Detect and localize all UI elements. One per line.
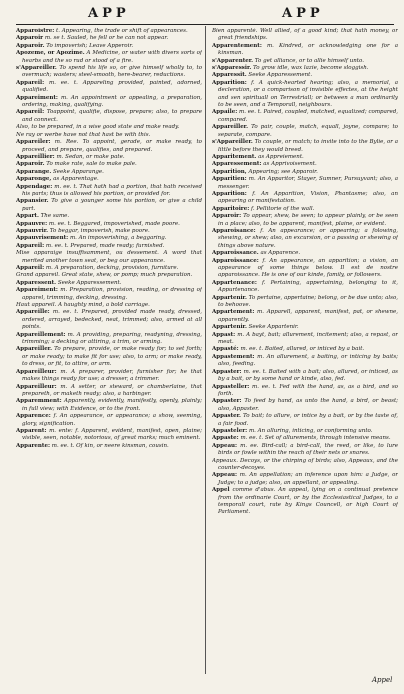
entry-headword: s'Appareiller. xyxy=(16,65,57,72)
dictionary-entry xyxy=(16,35,202,42)
dictionary-entry xyxy=(212,369,398,384)
header-rule xyxy=(16,24,394,25)
entry-definition: m. Apparell, apparent, manifest, pat, or shewne, apparently. xyxy=(218,309,398,323)
dictionary-entry xyxy=(16,265,202,272)
entry-headword: Appareiller. xyxy=(212,124,248,131)
entry-headword: Appauvrir. xyxy=(16,227,49,234)
entry-headword: Appart. xyxy=(16,213,39,220)
entry-definition: Ne ray or werbe have not that hast be with this. xyxy=(16,131,151,138)
entry-headword: Apparente: xyxy=(16,442,50,449)
dictionary-entry xyxy=(212,309,398,324)
entry-headword: Apparent: xyxy=(16,427,47,434)
dictionary-entry xyxy=(212,43,398,58)
dictionary-entry xyxy=(212,258,398,280)
entry-definition: m. A preparation, decking, provision, furniture. xyxy=(45,265,179,271)
entry-headword: Appasteler: xyxy=(212,427,248,434)
entry-headword: Appaste: xyxy=(212,435,239,442)
entry-definition: m. A providing, preparing, readyning, dressing, trimming; a decking or attiring, a trim, or arming. xyxy=(22,331,202,346)
dictionary-entry xyxy=(212,384,398,399)
dictionary-entry xyxy=(212,354,398,369)
entry-definition: To pair, couple, match, equall, joyne, compare; to separate, compare. xyxy=(218,124,398,138)
entry-headword: Apparoir xyxy=(16,35,44,42)
entry-headword: Appareiler: xyxy=(16,139,51,146)
dictionary-entry xyxy=(212,176,398,191)
entry-headword: Appareil: xyxy=(16,265,45,271)
entry-headword: Appareille: xyxy=(16,309,50,316)
entry-headword: Apparoissance. xyxy=(212,250,259,257)
entry-definition: m. ee. t. Paired, coupled, matched, equalized; compared, compared. xyxy=(218,109,398,123)
entry-definition: Toappoint, qualifie, dispose, prepare; also, to prepare and connect. xyxy=(22,109,202,123)
entry-definition: m. Preparation, provision, reading, or dressing of apparel, trimming, decking, dressing. xyxy=(22,287,202,301)
dictionary-entry xyxy=(16,184,202,199)
entry-definition: m. An allurement, a baiting, or inticing by baits; also, feeding. xyxy=(218,353,398,368)
entry-headword: Appendage: xyxy=(16,183,53,190)
entry-definition: m. se t. Sauled, he fell or he can not appear. xyxy=(44,35,169,42)
dictionary-entry xyxy=(16,250,202,265)
entry-headword: Appareil: xyxy=(16,109,45,116)
entry-headword: Appareiment: xyxy=(16,94,58,101)
entry-definition: Bien apparenté. Well allied, of a good kind; that hath money, or great friendships. xyxy=(212,28,398,42)
entry-headword: Appeau: xyxy=(212,472,238,479)
entry-headword: Appaile: xyxy=(212,109,238,116)
entry-headword: Appareil: xyxy=(16,79,45,86)
left-column xyxy=(16,28,202,670)
entry-definition: The same. xyxy=(40,213,70,220)
dictionary-entry xyxy=(212,124,398,139)
catchword: Appel xyxy=(372,676,393,684)
entry-definition: as Apparentage. xyxy=(53,176,99,183)
entry-definition: as Apprivoisement. xyxy=(263,161,317,168)
entry-definition: m. ente: f. Apparent, evident, manifest, open, plaine; visible, seen, notable, notorious, of great marks; much eminent. xyxy=(22,427,202,442)
dictionary-entry xyxy=(16,398,202,413)
dictionary-entry xyxy=(212,206,398,213)
entry-definition: m. An alluring, inticing, or conforming unto. xyxy=(248,427,373,434)
entry-headword: s'Apparessir. xyxy=(212,65,252,72)
entry-definition: as Apparence. xyxy=(260,250,301,257)
entry-definition: m. ee. t. Appareling provided, painted, adorned, qualified. xyxy=(22,79,202,94)
dictionary-entry xyxy=(212,428,398,435)
entry-headword: Apparitement. xyxy=(212,153,257,160)
dictionary-entry xyxy=(16,309,202,331)
entry-headword: Apparange. xyxy=(16,168,52,175)
dictionary-entry xyxy=(16,124,202,131)
dictionary-entry xyxy=(16,198,202,213)
entry-definition: m. A bayt, bait; allurement, incitement; also, a repast, or meat. xyxy=(218,331,398,346)
entry-definition: f. Pertaining, appertaining, belonging to it, Appurtenance. xyxy=(218,279,398,294)
dictionary-entry xyxy=(212,161,398,168)
entry-definition: Appeaux. Decoys, or the chirping of birds; also, Appeaux, and the counter-decoyes. xyxy=(212,457,398,471)
entry-definition: m. ee. t. That hath had a portion, that hath received his parts; thus is allowed his portion, or provided for. xyxy=(22,183,202,197)
dictionary-entry xyxy=(212,154,398,161)
dictionary-entry xyxy=(16,221,202,228)
dictionary-entry xyxy=(212,228,398,250)
entry-definition: f. A quick-hearted hearing; also, a memorial, a decleration, or a comparison of invisible effectes, at the height and sen spirituall on Terrestriall; or between a man ordinarily to be seen, and a Temporall, neighbours. xyxy=(218,79,398,109)
entry-headword: Appel xyxy=(212,487,230,494)
dictionary-entry xyxy=(16,243,202,250)
dictionary-entry xyxy=(212,169,398,176)
dictionary-entry xyxy=(16,369,202,384)
entry-headword: Appast: xyxy=(212,331,236,338)
entry-definition: Seeke Apparange. xyxy=(53,168,104,175)
dictionary-entry xyxy=(16,80,202,95)
entry-definition: To couple, or match; to invite into to the Bylie, or a little before they would breed. xyxy=(218,139,398,153)
entry-headword: Apparentement: xyxy=(212,42,262,49)
entry-headword: Appareilleur: xyxy=(16,368,57,375)
dictionary-entry xyxy=(16,384,202,399)
dictionary-entry xyxy=(16,43,202,50)
dictionary-entry xyxy=(212,398,398,413)
dictionary-entry xyxy=(16,280,202,287)
running-head-right: APP xyxy=(282,6,324,21)
page-header xyxy=(0,6,404,24)
entry-definition: m. ee. t. Baited with a bait; also, allured, or inticed, as by a bait, or by some hand or kinde, also, fed. xyxy=(218,368,398,383)
dictionary-entry xyxy=(16,154,202,161)
dictionary-entry xyxy=(212,346,398,353)
dictionary-entry xyxy=(16,50,202,65)
entry-headword: Apparoisance: xyxy=(212,227,256,234)
dictionary-entry xyxy=(212,109,398,124)
dictionary-entry xyxy=(212,65,398,72)
entry-definition: m. ee. Bird-call; a bird-call, the reed, or like, to lure birds or fowle within the reach of their nets or snares. xyxy=(218,442,398,457)
entry-headword: Appasté: xyxy=(212,346,239,353)
entry-definition: m. A preparer, provider, furnisher for; he that makes things ready for use; a dresser, a trimmer. xyxy=(22,368,202,383)
entry-headword: Appartenance: xyxy=(212,279,257,286)
dictionary-entry xyxy=(16,65,202,80)
entry-definition: m. ee. t. Prepared, made ready; furnished. xyxy=(45,242,165,249)
dictionary-entry xyxy=(16,228,202,235)
entry-definition: m. A setter, or steward, or chamberlaine, that prepareth, or maketh ready; also, a harbinger. xyxy=(22,383,202,397)
entry-headword: Appartenir. xyxy=(212,324,247,331)
entry-headword: Appaster. xyxy=(212,413,241,420)
entry-definition: m. ee. t. Baited, allured, or inticed by a bait. xyxy=(240,346,365,353)
entry-definition: Also, to be prepared, in a wise good state and make ready. xyxy=(16,124,180,131)
entry-definition: m. Ree. To appoint, gerade, or make ready, to proceed, and prepare, qualifies, and prepared. xyxy=(22,139,202,153)
dictionary-entry xyxy=(16,176,202,183)
entry-headword: Appartenir. xyxy=(212,294,247,301)
entry-definition: Seeke Apparessement. xyxy=(248,72,313,79)
entry-definition: f. An appearance; or appearing; a folowing, shewing, or shew; also, an excursion, or a passing or shewing of things above nature. xyxy=(218,227,398,249)
entry-definition: f. An Apparition, Vision, Phantasme; also, an appearing or manifestation. xyxy=(218,190,398,205)
entry-definition: Seeke Apparessement. xyxy=(57,279,122,286)
entry-definition: Haut appareil. A haughty mind, a bold carriage. xyxy=(16,302,150,309)
dictionary-entry xyxy=(16,428,202,443)
entry-headword: Appasteller: xyxy=(212,383,250,390)
entry-definition: To grow idle, wax lazie, become sloggish. xyxy=(253,65,369,72)
entry-headword: Appeau: xyxy=(212,442,238,449)
entry-definition: To spend his life so, or give himself wholly to, to overmuch; wasters; steel-smooth, here-bearer, reductions. xyxy=(22,65,202,79)
entry-definition: To give a younger some his portion, or give a child part. xyxy=(22,198,202,212)
dictionary-entry xyxy=(212,435,398,442)
entry-definition: m. ee. t. Fed with the hand, as, as a bird, and so forth. xyxy=(218,383,398,397)
entry-headword: Appaster: xyxy=(212,368,242,375)
entry-definition: m. ee. t. Of kin, or neere kinsman, cousin. xyxy=(51,442,169,449)
running-head-left: APP xyxy=(88,6,130,21)
dictionary-entry xyxy=(16,169,202,176)
dictionary-entry xyxy=(16,235,202,242)
entry-definition: m. ee. t. Beggared, impoverished, made poore. xyxy=(48,220,180,227)
dictionary-entry xyxy=(16,272,202,279)
entry-definition: Apparently, evidently, manifestly, openly, plainly; in full view; with Evidence, or to the front. xyxy=(22,398,202,412)
dictionary-entry xyxy=(16,161,202,168)
dictionary-entry xyxy=(212,72,398,79)
entry-headword: Appaster: xyxy=(212,398,242,405)
dictionary-entry xyxy=(212,80,398,110)
dictionary-entry xyxy=(16,139,202,154)
entry-definition: t. Appearing, the trade or shift of appearances. xyxy=(56,28,188,34)
entry-headword: Appareillier: xyxy=(16,153,55,160)
dictionary-entry xyxy=(16,443,202,450)
entry-headword: Apparoir. xyxy=(16,42,45,49)
dictionary-entry xyxy=(212,280,398,295)
dictionary-entry xyxy=(212,443,398,458)
entry-definition: To prepare, provide, or make ready for; to set forth; or make ready; to make fit for use; also, to arm; or make ready, to dress, or fit, to attire, or arm. xyxy=(22,346,202,368)
entry-definition: m. An appointment or appealing, a preparation, ordering, making, qualifying. xyxy=(22,94,202,109)
entry-headword: Appauvre: xyxy=(16,220,48,227)
dictionary-entry xyxy=(212,28,398,43)
entry-headword: Apparoissance: xyxy=(212,257,259,264)
entry-headword: Appareiment: xyxy=(16,287,58,294)
dictionary-entry xyxy=(212,413,398,428)
entry-headword: Appansier. xyxy=(16,198,49,205)
entry-definition: f. An appearance, an apparition; a vision, an appearance of some things below. Il est de nostre apparoissance. He is one of our kinde, family, or followers. xyxy=(218,257,398,279)
entry-headword: Appartement: xyxy=(212,309,255,316)
dictionary-entry xyxy=(212,472,398,487)
entry-definition: comme d'abus. An appeal, lying on a continual pretence from the ordinarie Court, or by the Ecclesiastical Judges, to a temporall court, rate by Kings Councell, or high Court of Parliament. xyxy=(218,487,398,516)
entry-headword: Apparoir. xyxy=(16,161,45,168)
entry-definition: Appearing; see Apparoir. xyxy=(248,168,318,175)
entry-definition: m. An impoverishing, a beggaring. xyxy=(69,235,167,242)
entry-definition: m. ee. t. Prepared, provided made ready, dressed, ordered, arrayed, bedecked, neat, trimmed; also, armed at all points. xyxy=(22,309,202,331)
dictionary-entry xyxy=(212,213,398,228)
dictionary-entry xyxy=(212,487,398,517)
entry-headword: Apparition: xyxy=(212,79,247,86)
dictionary-entry xyxy=(212,458,398,473)
dictionary-entry xyxy=(16,332,202,347)
entry-headword: Appareiller. xyxy=(16,346,52,353)
dictionary-entry xyxy=(16,109,202,124)
dictionary-entry xyxy=(212,58,398,65)
dictionary-entry xyxy=(212,295,398,310)
entry-definition: To get alliance, or to allie himself unto. xyxy=(254,57,364,64)
entry-headword: Appauvrisement: xyxy=(16,235,69,242)
right-column xyxy=(212,28,398,670)
dictionary-entry xyxy=(212,191,398,206)
entry-headword: Appareillement: xyxy=(16,331,66,338)
dictionary-entry xyxy=(212,250,398,257)
entry-definition: Mise apparaige insuffisamment, ou dessement. A word that merited another town seat, or beg our appearance. xyxy=(16,250,202,264)
entry-definition: Grand appareil. Great state, shew, or pomp; much preparation. xyxy=(16,272,193,279)
dictionary-entry xyxy=(16,346,202,368)
entry-headword: Apparessent. xyxy=(16,279,57,286)
entry-definition: To feed by hand, as unto the hand, a bird, or beast; also, Appaster. xyxy=(218,398,398,412)
dictionary-entry xyxy=(212,324,398,331)
entry-headword: Appastement: xyxy=(212,353,255,360)
dictionary-entry xyxy=(16,413,202,428)
column-divider xyxy=(205,26,206,674)
entry-headword: Apparonge, xyxy=(16,176,52,183)
dictionary-entry xyxy=(16,213,202,220)
dictionary-entry xyxy=(16,95,202,110)
entry-definition: To impoverish; Leave Apperoir. xyxy=(46,42,134,49)
entry-definition: f. Pellitorie of the wall. xyxy=(251,205,315,212)
entry-definition: m. Kindred, or acknowledging one for a kinsman. xyxy=(218,42,398,57)
entry-definition: A Medicine, or water with divers sorts of hearbs and the so rud or stood of a fire. xyxy=(22,50,202,64)
dictionary-entry xyxy=(16,287,202,302)
entry-headword: Apparition: xyxy=(212,190,247,197)
entry-headword: Apparemment: xyxy=(16,398,62,405)
entry-definition: m. An appellation; an inference upon him: a Judge, or Judge; to a judge; also, an appellant, or appealing. xyxy=(218,472,398,486)
entry-definition: m. Sedan, or make pate. xyxy=(56,153,125,160)
entry-headword: Apparoir: xyxy=(212,213,242,220)
entry-headword: Appareilleur: xyxy=(16,383,57,390)
dictionary-entry xyxy=(16,132,202,139)
entry-headword: Apozeme, or Apozime. xyxy=(16,50,85,57)
entry-definition: To bait; to allure, or intice by a bait, or by the taste of, a fair food. xyxy=(218,413,398,427)
entry-headword: Apparessement: xyxy=(212,161,262,168)
entry-definition: f. An appearance, or appearance; a show, seeming, glory, signification. xyxy=(22,413,202,427)
dictionary-entry xyxy=(212,332,398,347)
dictionary-entry xyxy=(16,28,202,35)
entry-headword: Apparence: xyxy=(16,413,51,420)
dictionary-entry xyxy=(212,139,398,154)
entry-headword: s'Appareiller. xyxy=(212,139,253,146)
dictionary-entry xyxy=(16,302,202,309)
entry-definition: m. An Apparitor, Stayer, Sumner, Pursuyvant; also, a messenger. xyxy=(218,176,398,190)
entry-headword: Apparessit. xyxy=(212,72,247,79)
entry-definition: To make rate, sale to make pale. xyxy=(46,161,137,168)
entry-headword: Apparition, xyxy=(212,168,247,175)
entry-definition: m. ee. t. Set of allurements, through intensive means. xyxy=(240,435,391,442)
entry-definition: To beggar, impoverish, make poore. xyxy=(49,227,150,234)
entry-definition: as Appreiement. xyxy=(258,153,304,160)
entry-headword: Appareil: xyxy=(16,242,45,249)
entry-headword: s'Apparenter. xyxy=(212,57,254,64)
entry-definition: To appear, shew, be seen; to appear plainly, or be seen in a place; also, to be apparent, manifest, plaine, or evident. xyxy=(218,213,398,227)
entry-headword: Apparitien: xyxy=(212,176,247,183)
entry-definition: To pertaine, appertaine; belong, or be due unto; also, to behoove. xyxy=(218,294,398,309)
entry-headword: Apparitoire: xyxy=(212,205,250,212)
entry-headword: Apparoistre: xyxy=(16,28,55,34)
entry-definition: Seeke Appartenir. xyxy=(248,324,299,331)
